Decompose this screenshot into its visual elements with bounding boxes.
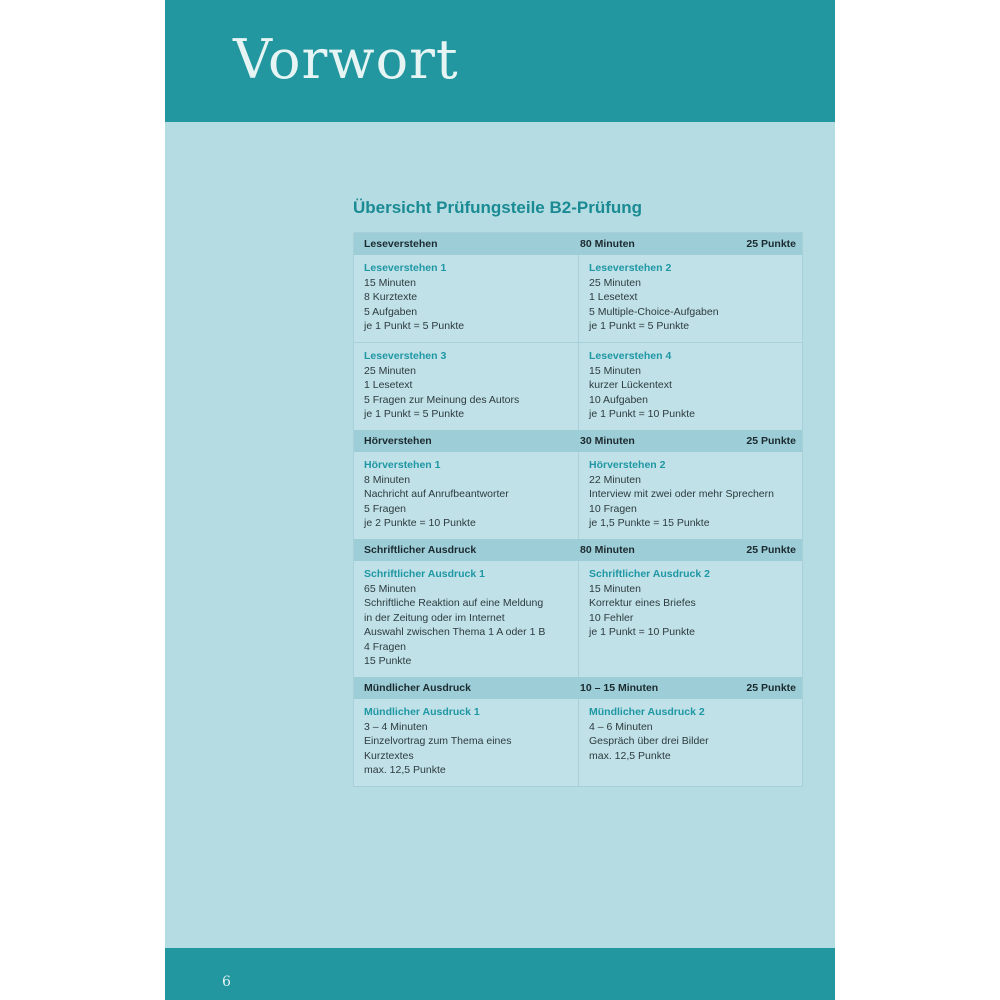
exam-part-detail: 5 Fragen — [364, 502, 407, 515]
section-time: 30 Minuten — [580, 434, 635, 447]
section-name: Schriftlicher Ausdruck — [364, 543, 477, 556]
section-points: 25 Punkte — [746, 543, 796, 556]
exam-part-detail: 10 Fragen — [589, 502, 637, 515]
table-row — [354, 699, 802, 786]
exam-part-cell — [354, 561, 578, 677]
exam-part-cell — [354, 343, 578, 430]
exam-part-title: Leseverstehen 3 — [364, 349, 447, 362]
exam-part-cell — [578, 452, 802, 539]
exam-part-detail: max. 12,5 Punkte — [364, 764, 446, 777]
exam-part-cell — [578, 343, 802, 430]
exam-part-detail: 1 Lesetext — [364, 379, 413, 392]
exam-part-detail: 3 – 4 Minuten — [364, 720, 428, 733]
section-name: Hörverstehen — [364, 434, 432, 447]
exam-part-cell — [354, 452, 578, 539]
exam-part-detail: Auswahl zwischen Thema 1 A oder 1 B — [364, 626, 546, 639]
exam-part-detail: Einzelvortrag zum Thema eines — [364, 735, 512, 748]
section-points: 25 Punkte — [746, 238, 796, 250]
exam-part-detail: 15 Minuten — [589, 582, 641, 595]
section-time: 80 Minuten — [580, 238, 635, 250]
exam-part-cell — [578, 255, 802, 342]
exam-part-title: Hörverstehen 1 — [364, 458, 441, 471]
exam-part-detail: Interview mit zwei oder mehr Sprechern — [589, 488, 774, 501]
exam-part-detail: Nachricht auf Anrufbeantworter — [364, 488, 509, 501]
section-name: Leseverstehen — [364, 238, 438, 250]
overview-title: Übersicht Prüfungsteile B2-Prüfung — [353, 198, 643, 217]
exam-part-detail: 5 Aufgaben — [364, 305, 418, 318]
exam-part-detail: Kurztextes — [364, 749, 414, 762]
exam-part-cell — [578, 699, 802, 786]
exam-part-detail: kurzer Lückentext — [589, 379, 672, 392]
section-header — [354, 677, 802, 699]
exam-part-title: Leseverstehen 1 — [364, 262, 447, 274]
exam-part-detail: 5 Multiple-Choice-Aufgaben — [589, 305, 719, 318]
exam-part-title: Leseverstehen 2 — [589, 262, 672, 274]
footer-band — [165, 948, 835, 1000]
exam-part-detail: max. 12,5 Punkte — [589, 749, 671, 762]
exam-part-detail: in der Zeitung oder im Internet — [364, 611, 505, 624]
exam-part-detail: 1 Lesetext — [589, 291, 638, 304]
table-row — [354, 561, 802, 677]
exam-part-title: Schriftlicher Ausdruck 1 — [364, 567, 485, 580]
exam-part-detail: 15 Minuten — [589, 364, 641, 377]
exam-overview-table — [353, 232, 803, 787]
exam-part-detail: je 1 Punkt = 10 Punkte — [589, 626, 695, 639]
exam-part-title: Hörverstehen 2 — [589, 458, 666, 471]
exam-part-detail: Gespräch über drei Bilder — [589, 735, 709, 748]
exam-part-detail: 4 Fragen — [364, 640, 407, 653]
section-header — [354, 430, 802, 452]
exam-part-title: Schriftlicher Ausdruck 2 — [589, 567, 710, 580]
section-time: 10 – 15 Minuten — [580, 682, 659, 695]
document-page — [165, 0, 835, 1000]
exam-part-detail: je 1,5 Punkte = 15 Punkte — [589, 517, 710, 530]
exam-part-detail: Schriftliche Reaktion auf eine Meldung — [364, 597, 544, 610]
exam-part-detail: 10 Fehler — [589, 611, 634, 624]
exam-part-detail: 5 Fragen zur Meinung des Autors — [364, 393, 520, 406]
section-header — [354, 233, 802, 255]
exam-part-detail: 10 Aufgaben — [589, 393, 648, 406]
exam-part-detail: Korrektur eines Briefes — [589, 597, 696, 610]
exam-part-cell — [354, 255, 578, 342]
exam-part-cell — [354, 699, 578, 786]
exam-part-detail: je 1 Punkt = 5 Punkte — [364, 320, 465, 333]
exam-part-detail: 15 Minuten — [364, 276, 416, 289]
section-points: 25 Punkte — [746, 434, 796, 447]
exam-part-detail: je 1 Punkt = 5 Punkte — [364, 408, 465, 421]
table-row — [354, 452, 802, 539]
table-row — [354, 342, 802, 430]
table-row — [354, 255, 802, 342]
chapter-title: Vorwort — [233, 28, 459, 91]
exam-part-detail: 65 Minuten — [364, 582, 416, 595]
exam-part-title: Mündlicher Ausdruck 1 — [364, 706, 480, 719]
exam-part-detail: 15 Punkte — [364, 655, 412, 668]
exam-part-title: Leseverstehen 4 — [589, 349, 672, 362]
exam-part-detail: je 1 Punkt = 10 Punkte — [589, 408, 695, 421]
exam-part-title: Mündlicher Ausdruck 2 — [589, 706, 705, 719]
exam-part-detail: 4 – 6 Minuten — [589, 720, 653, 733]
exam-part-detail: 8 Minuten — [364, 473, 411, 486]
exam-part-detail: 25 Minuten — [364, 364, 416, 377]
section-time: 80 Minuten — [580, 543, 635, 556]
page-number: 6 — [222, 974, 231, 990]
section-header — [354, 539, 802, 561]
exam-part-cell — [578, 561, 802, 677]
exam-part-detail: 22 Minuten — [589, 473, 641, 486]
exam-part-detail: je 1 Punkt = 5 Punkte — [589, 320, 690, 333]
section-name: Mündlicher Ausdruck — [364, 682, 471, 695]
exam-part-detail: 25 Minuten — [589, 276, 641, 289]
exam-part-detail: 8 Kurztexte — [364, 291, 418, 304]
exam-part-detail: je 2 Punkte = 10 Punkte — [364, 517, 476, 530]
section-points: 25 Punkte — [746, 682, 796, 695]
